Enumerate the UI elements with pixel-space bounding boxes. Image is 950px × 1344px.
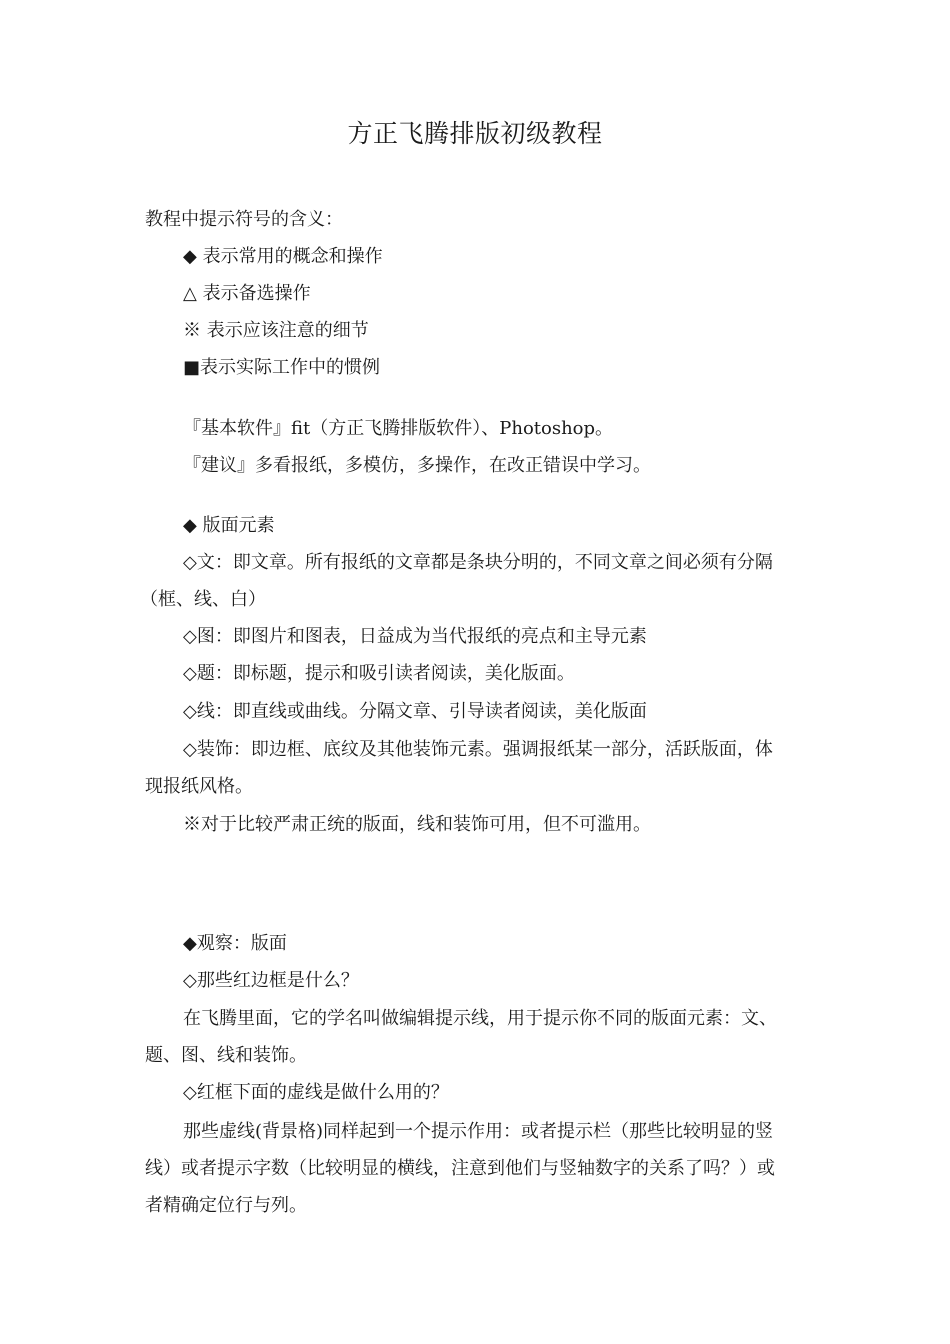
legend-item-practice: ■表示实际工作中的惯例 (183, 357, 381, 378)
basic-software: 『基本软件』fit（方正飞腾排版软件）、Photoshop。 (183, 418, 614, 439)
observe-answer-2-line3: 者精确定位行与列。 (145, 1195, 307, 1216)
element-text-line2: （框、线、白） (140, 589, 266, 610)
legend-heading: 教程中提示符号的含义： (145, 209, 343, 230)
observe-answer-2-line2: 线）或者提示字数（比较明显的横线，注意到他们与竖轴数字的关系了吗？）或 (145, 1158, 775, 1179)
elements-heading: ◆ 版面元素 (183, 515, 275, 536)
legend-item-optional: △ 表示备选操作 (183, 283, 311, 304)
element-text-line1: ◇文：即文章。所有报纸的文章都是条块分明的，不同文章之间必须有分隔 (183, 552, 773, 573)
observe-answer-1-line1: 在飞腾里面，它的学名叫做编辑提示线，用于提示你不同的版面元素：文、 (183, 1008, 777, 1029)
element-image: ◇图：即图片和图表，日益成为当代报纸的亮点和主导元素 (183, 626, 647, 647)
document-title: 方正飞腾排版初级教程 (347, 119, 603, 148)
observe-question-2: ◇红框下面的虚线是做什么用的？ (183, 1082, 449, 1103)
element-headline: ◇题：即标题，提示和吸引读者阅读，美化版面。 (183, 663, 575, 684)
observe-question-1: ◇那些红边框是什么？ (183, 970, 359, 991)
element-line: ◇线：即直线或曲线。分隔文章、引导读者阅读，美化版面 (183, 701, 647, 722)
legend-item-caution: ※ 表示应该注意的细节 (183, 320, 369, 341)
observe-answer-1-line2: 题、图、线和装饰。 (145, 1045, 307, 1066)
element-decor-line1: ◇装饰：即边框、底纹及其他装饰元素。强调报纸某一部分，活跃版面，体 (183, 739, 773, 760)
elements-note: ※对于比较严肃正统的版面，线和装饰可用，但不可滥用。 (183, 814, 651, 835)
legend-item-common: ◆ 表示常用的概念和操作 (183, 246, 383, 267)
observe-heading: ◆观察：版面 (183, 933, 287, 954)
observe-answer-2-line1: 那些虚线(背景格)同样起到一个提示作用：或者提示栏（那些比较明显的竖 (183, 1121, 774, 1142)
element-decor-line2: 现报纸风格。 (145, 776, 253, 797)
suggestion: 『建议』多看报纸，多模仿，多操作，在改正错误中学习。 (183, 455, 651, 476)
